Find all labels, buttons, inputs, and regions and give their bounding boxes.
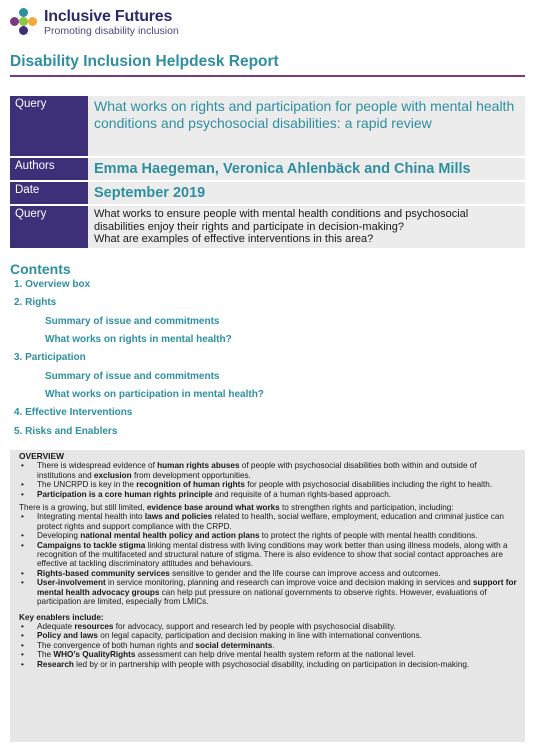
title-divider bbox=[10, 75, 525, 77]
toc-link-overview[interactable]: 1. Overview box bbox=[14, 279, 91, 290]
meta-label: Authors bbox=[10, 158, 88, 180]
list-item: • The convergence of both human rights and social determinants. bbox=[19, 641, 517, 650]
report-meta-table bbox=[10, 94, 525, 250]
logo bbox=[10, 6, 179, 38]
meta-row-date bbox=[10, 182, 525, 204]
list-item: • Developing national mental health policy and action plans to protect the rights of people with mental health conditions. bbox=[19, 531, 517, 540]
meta-label: Date bbox=[10, 182, 88, 204]
enablers-heading: Key enablers include: bbox=[19, 612, 104, 622]
evidence-paragraph: There is a growing, but still limited, evidence base around what works to strengthen rights and participation, including: bbox=[19, 503, 454, 513]
list-item: • Participation is a core human rights principle and requisite of a human rights-based approach. bbox=[19, 490, 517, 499]
toc-link-risks-enablers[interactable]: 5. Risks and Enablers bbox=[14, 426, 118, 437]
toc-link-participation-what-works[interactable]: What works on participation in mental health? bbox=[45, 389, 264, 400]
meta-row-query-detail bbox=[10, 206, 525, 248]
list-item: • There is widespread evidence of human rights abuses of people with psychosocial disabilities both within and outside of institutions and exclusion from development opportunities. bbox=[19, 461, 517, 480]
brand-name: Inclusive Futures bbox=[44, 7, 173, 25]
logo-mark-icon bbox=[10, 8, 38, 36]
list-item: • Campaigns to tackle stigma linking mental distress with living conditions may work better than using illness models, along with a recognition of the multifaceted and structural nature of stigma. There is also evidence to show that social contact approaches are effective at tackling discriminatory attitudes and behaviours. bbox=[19, 541, 517, 569]
toc-link-rights[interactable]: 2. Rights bbox=[14, 297, 57, 308]
overview-list bbox=[19, 461, 517, 499]
toc-link-participation-summary[interactable]: Summary of issue and commitments bbox=[45, 371, 220, 382]
query-detail-line: What are examples of effective interventions in this area? bbox=[94, 233, 374, 245]
authors-value: Emma Haegeman, Veronica Ahlenbäck and China Mills bbox=[94, 161, 471, 177]
toc-link-effective-interventions[interactable]: 4. Effective Interventions bbox=[14, 407, 133, 418]
overview-box bbox=[10, 450, 525, 742]
list-item: • Policy and laws on legal capacity, participation and decision making in line with international conventions. bbox=[19, 631, 517, 640]
brand-tagline: Promoting disability inclusion bbox=[44, 24, 179, 37]
date-value: September 2019 bbox=[94, 185, 206, 201]
report-title: Disability Inclusion Helpdesk Report bbox=[10, 53, 279, 70]
meta-row-authors bbox=[10, 158, 525, 180]
enablers-list bbox=[19, 622, 517, 669]
list-item: • User-involvement in service monitoring, planning and research can improve voice and decision making in services and support for mental health advocacy groups can help put pressure on national governments to observe rights. However, evaluations of participation are limited, especially from LMICs. bbox=[19, 578, 517, 606]
list-item: • Research led by or in partnership with people with psychosocial disability, including on participation in decision-making. bbox=[19, 660, 517, 669]
evidence-list bbox=[19, 512, 517, 606]
toc-link-participation[interactable]: 3. Participation bbox=[14, 352, 86, 363]
list-item: • The UNCRPD is key in the recognition of human rights for people with psychosocial disabilities including the right to health. bbox=[19, 480, 517, 489]
contents-heading: Contents bbox=[10, 261, 71, 277]
query-detail-line: What works to ensure people with mental health conditions and psychosocial disabilities enjoy their rights and participate in decision-making? bbox=[94, 208, 469, 233]
meta-label: Query bbox=[10, 96, 88, 156]
query-title: What works on rights and participation for people with mental health conditions and psychosocial disabilities: a rapid review bbox=[94, 98, 515, 131]
meta-row-query bbox=[10, 96, 525, 156]
toc-link-rights-summary[interactable]: Summary of issue and commitments bbox=[45, 316, 220, 327]
meta-label: Query bbox=[10, 206, 88, 248]
list-item: • Integrating mental health into laws and policies related to health, social welfare, employment, education and criminal justice can protect rights and support compliance with the CRPD. bbox=[19, 512, 517, 531]
list-item: • Rights-based community services sensitive to gender and the life course can improve access and outcomes. bbox=[19, 569, 517, 578]
toc-link-rights-what-works[interactable]: What works on rights in mental health? bbox=[45, 334, 232, 345]
overview-heading: OVERVIEW bbox=[19, 451, 64, 461]
list-item: • Adequate resources for advocacy, support and research led by people with psychosocial disability. bbox=[19, 622, 517, 631]
list-item: • The WHO’s QualityRights assessment can help drive mental health system reform at the national level. bbox=[19, 650, 517, 659]
